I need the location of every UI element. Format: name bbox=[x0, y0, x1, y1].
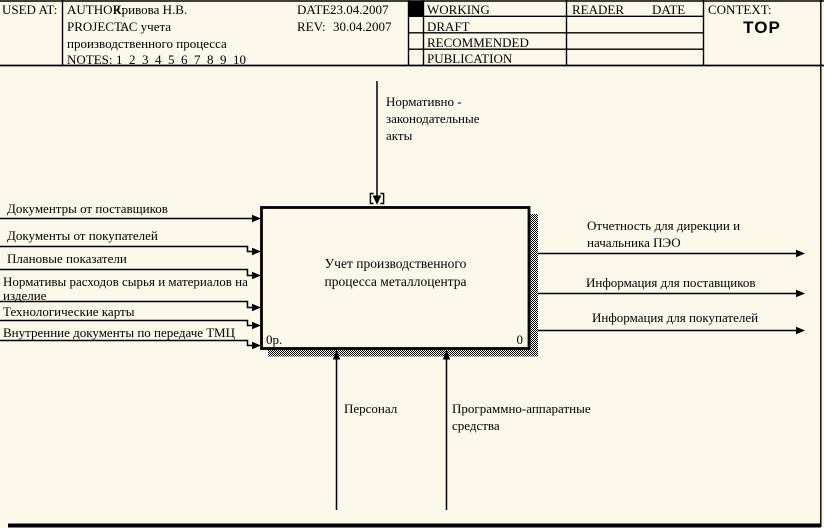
output-label-1-line1[interactable]: Отчетность для дирекции и bbox=[587, 218, 741, 233]
reader-date-label: DATE bbox=[652, 2, 686, 17]
activity-box-title[interactable] bbox=[262, 255, 529, 291]
mechanism-label-2-line2[interactable]: средства bbox=[452, 418, 500, 433]
output-label-2[interactable]: Информация для поставщиков bbox=[586, 275, 756, 290]
control-arrowhead bbox=[373, 196, 382, 205]
working-checkbox-filled[interactable] bbox=[409, 1, 424, 16]
status-recommended-label: RECOMMENDED bbox=[427, 35, 529, 50]
input-label-2[interactable]: Документы от покупателей bbox=[7, 228, 158, 243]
project-label: PROJECT: bbox=[67, 19, 125, 34]
control-bracket-left bbox=[370, 194, 373, 204]
rev-label: REV: bbox=[297, 19, 326, 34]
output-arrowhead-3 bbox=[796, 327, 805, 334]
activity-box-cost: 0р. bbox=[266, 332, 283, 347]
date-label: DATE: bbox=[297, 2, 334, 17]
project-name-line1: АС учета bbox=[120, 19, 172, 34]
input-label-3[interactable]: Плановые показатели bbox=[7, 251, 127, 266]
mechanism-label-2-line1[interactable]: Программно-аппаратные bbox=[452, 401, 591, 416]
box-shadow-right bbox=[530, 214, 539, 357]
control-label-line1[interactable]: Нормативно - bbox=[386, 94, 462, 109]
input-arrowhead-6 bbox=[252, 342, 261, 349]
used-at-label: USED AT: bbox=[2, 2, 58, 17]
input-label-1[interactable]: Документры от поставщиков bbox=[7, 201, 168, 216]
input-label-4-line2[interactable]: изделие bbox=[3, 288, 47, 303]
input-arrowhead-1 bbox=[252, 215, 261, 222]
control-arrow[interactable] bbox=[370, 81, 383, 205]
input-arrow-6[interactable] bbox=[0, 341, 253, 346]
input-arrowhead-3 bbox=[252, 272, 261, 279]
reader-label: READER bbox=[572, 2, 624, 17]
status-publication-label: PUBLICATION bbox=[427, 51, 513, 66]
project-name-line2: производственного процесса bbox=[67, 36, 227, 51]
output-label-1-line2[interactable]: начальника ПЭО bbox=[587, 235, 681, 250]
notes-label: NOTES: bbox=[67, 52, 113, 67]
input-label-5[interactable]: Технологические карты bbox=[3, 304, 135, 319]
author-name: Кривова Н.В. bbox=[113, 2, 188, 17]
input-label-4-line1[interactable]: Нормативы расходов сырья и материалов на bbox=[3, 274, 248, 289]
input-label-6[interactable]: Внутренние документы по передаче ТМЦ bbox=[3, 325, 235, 340]
input-arrowhead-2 bbox=[252, 248, 261, 255]
status-working-label: WORKING bbox=[427, 2, 490, 17]
author-label: AUTHOR: bbox=[67, 2, 125, 17]
activity-box-node-number: 0 bbox=[516, 332, 523, 347]
output-label-3[interactable]: Информация для покупателей bbox=[592, 310, 759, 325]
date-value: 23.04.2007 bbox=[330, 2, 389, 17]
context-value: TOP bbox=[743, 18, 781, 37]
activity-box-title-line2: процесса металлоцентра bbox=[324, 274, 467, 289]
input-arrowhead-4 bbox=[252, 304, 261, 311]
control-label-line3[interactable]: акты bbox=[386, 128, 413, 143]
output-arrowhead-2 bbox=[796, 290, 805, 297]
control-bracket-right bbox=[380, 194, 383, 204]
status-draft-label: DRAFT bbox=[427, 19, 470, 34]
activity-box-title-line1: Учет производственного bbox=[324, 256, 467, 271]
footer-top-bar bbox=[8, 524, 821, 528]
control-label-line2[interactable]: законодательные bbox=[386, 111, 480, 126]
rev-value: 30.04.2007 bbox=[333, 19, 392, 34]
output-arrowhead-1 bbox=[796, 250, 805, 257]
mechanism-label-1[interactable]: Персонал bbox=[344, 401, 398, 416]
context-label: CONTEXT: bbox=[708, 2, 772, 17]
notes-numbers: 1 2 3 4 5 6 7 8 9 10 bbox=[116, 52, 246, 67]
input-arrowhead-5 bbox=[252, 322, 261, 329]
